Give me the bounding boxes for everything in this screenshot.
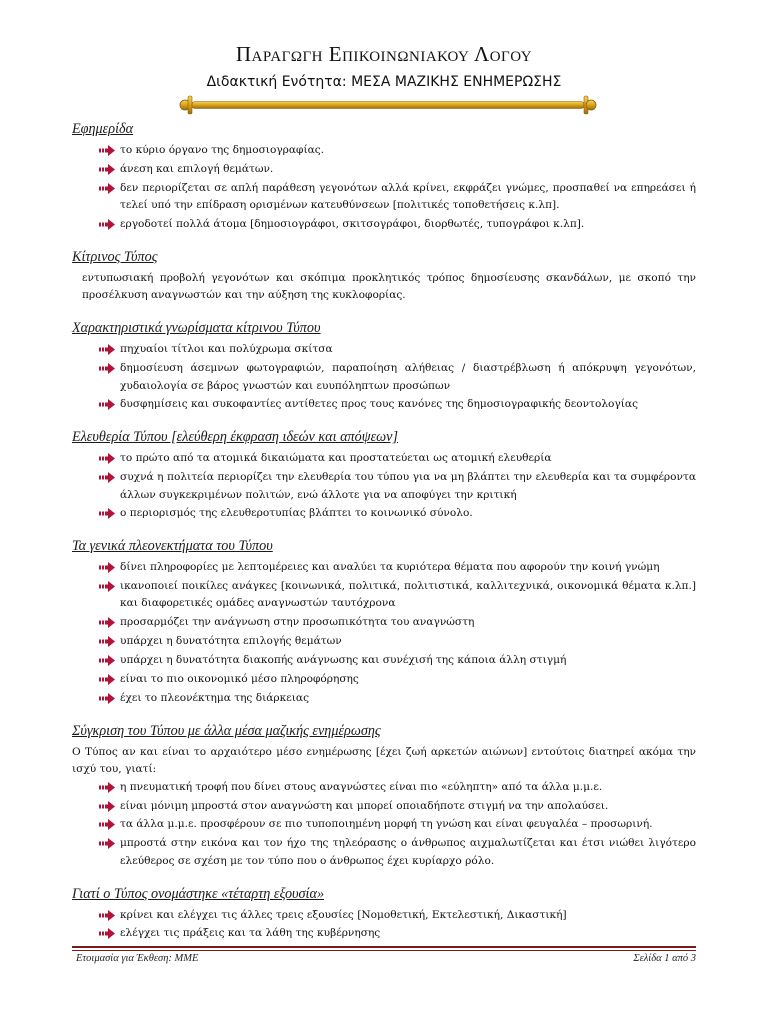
list-item-text: άνεση και επιλογή θεμάτων. — [120, 162, 274, 175]
list-item — [72, 469, 696, 504]
bullet-list — [72, 907, 696, 943]
arrow-right-icon — [99, 617, 115, 628]
arrow-right-icon — [99, 636, 115, 647]
list-item-text: η πνευματική τροφή που δίνει στους αναγνώστες είναι πιο «εύληπτη» από τα άλλα μ.μ.ε. — [120, 780, 603, 793]
list-item-text: μπροστά στην εικόνα και τον ήχο της τηλεόρασης ο άνθρωπος αιχμαλωτίζεται και έτσι νιώθει λιγότερο ελεύθερος σε σχέση με τον τύπο που ο άνθρωπος έχει κυρίαρχο ρόλο. — [120, 837, 696, 867]
arrow-right-icon — [99, 801, 115, 812]
list-item-text: υπάρχει η δυνατότητα επιλογής θεμάτων — [120, 635, 342, 648]
list-item — [72, 816, 696, 834]
list-item-text: είναι το πιο οικονομικό μέσο πληροφόρησης — [120, 673, 359, 686]
section-heading: Τα γενικά πλεονεκτήματα του Τύπου — [72, 537, 273, 554]
arrow-right-icon — [99, 363, 115, 374]
list-item — [72, 142, 696, 160]
list-item-text: συχνά η πολιτεία περιορίζει την ελευθερία του τύπου για να μη βλάπτει την ελευθερία και τα συμφέροντα άλλων συγκεκριμένων πολιτών, ενώ άλλοτε για να αποφύγει την κριτική — [120, 470, 696, 501]
list-item-text: δίνει πληροφορίες με λεπτομέρειες και αναλύει τα κυριότερα θέματα που αφορούν την κοινή γνώμη — [120, 560, 660, 573]
list-item — [72, 690, 696, 708]
list-item — [72, 798, 696, 816]
arrow-right-icon — [99, 819, 115, 830]
arrow-right-icon — [99, 838, 115, 849]
list-item — [72, 396, 696, 414]
section-heading: Εφημερίδα — [72, 121, 134, 137]
list-item — [72, 925, 696, 943]
section — [72, 248, 696, 305]
arrow-right-icon — [99, 562, 115, 573]
section — [72, 722, 696, 871]
list-item — [72, 180, 696, 215]
page-title: Παραγωγη Επικοινωνιακου Λογου — [235, 42, 533, 66]
arrow-right-icon — [99, 674, 115, 685]
list-item-text: ο περιορισμός της ελευθεροτυπίας βλάπτει το κοινωνικό σύνολο. — [120, 507, 473, 520]
section — [72, 319, 696, 414]
list-item — [72, 907, 696, 925]
list-item-text: υπάρχει η δυνατότητα διακοπής ανάγνωσης και συνέχισή της κάποια άλλη στιγμή — [120, 654, 567, 667]
bullet-list — [72, 341, 696, 414]
list-item — [72, 835, 696, 870]
list-item — [72, 671, 696, 689]
arrow-right-icon — [99, 399, 115, 410]
arrow-right-icon — [99, 472, 115, 483]
arrow-right-icon — [99, 782, 115, 793]
list-item-text: δυσφημίσεις και συκοφαντίες αντίθετες προς τους κανόνες της δημοσιογραφικής δεοντολογίας — [120, 398, 639, 411]
list-item — [72, 614, 696, 632]
page-number: Σελίδα 1 από 3 — [633, 953, 696, 964]
list-item — [72, 633, 696, 651]
bullet-list — [72, 559, 696, 708]
section — [72, 885, 696, 943]
arrow-right-icon — [99, 693, 115, 704]
list-item — [72, 341, 696, 359]
list-item — [72, 161, 696, 179]
arrow-right-icon — [99, 145, 115, 156]
list-item-text: ελέγχει τις πράξεις και τα λάθη της κυβέρνησης — [120, 927, 381, 940]
section-heading: Χαρακτηριστικά γνωρίσματα κίτρινου Τύπου — [72, 320, 321, 337]
list-item-text: προσαρμόζει την ανάγνωση στην προσωπικότητα του αναγνώστη — [120, 616, 475, 629]
section-heading: Ελευθερία Τύπου [ελεύθερη έκφραση ιδεών και απόψεων] — [72, 429, 399, 446]
arrow-right-icon — [99, 453, 115, 464]
section-paragraph: Ο Τύπος αν και είναι το αρχαιότερο μέσο ενημέρωσης [έχει ζωή αρκετών αιώνων] εντούτοις διατηρεί ακόμα την ισχύ του, γιατί: — [72, 745, 696, 776]
list-item — [72, 578, 696, 613]
footer-rule-thin — [72, 950, 696, 951]
arrow-right-icon — [99, 164, 115, 175]
list-item-text: έχει το πλεονέκτημα της διάρκειας — [120, 691, 310, 704]
list-item-text: δημοσίευση άσεμνων φωτογραφιών, παραποίηση αλήθειας / διαστρέβλωση ή απόκρυψη γεγονότων, χυδαιολογία σε βάρος γνωστών και ευυπόληπτων προσώπων — [120, 361, 696, 392]
page-subtitle: Διδακτική Ενότητα: ΜΕΣΑ ΜΑΖΙΚΗΣ ΕΝΗΜΕΡΩΣΗΣ — [206, 74, 562, 90]
list-item — [72, 559, 696, 577]
arrow-right-icon — [99, 928, 115, 939]
section — [72, 120, 696, 234]
arrow-right-icon — [99, 581, 115, 592]
list-item-text: δεν περιορίζεται σε απλή παράθεση γεγονότων αλλά κρίνει, εκφράζει γνώμες, προσπαθεί να επηρεάσει ή τελεί υπό την επίδραση ορισμένων κατευθύνσεων [πολιτικές τοποθετήσεις κ.λπ]. — [120, 181, 696, 212]
footer-rule — [72, 946, 696, 948]
list-item — [72, 216, 696, 234]
section-paragraph: εντυπωσιακή προβολή γεγονότων και σκόπιμα προκλητικός τρόπος δημοσίευσης σκανδάλων, με σκοπό την προσέλκυση αναγνωστών και την αύξηση της κυκλοφορίας. — [82, 271, 696, 302]
list-item-text: το πρώτο από τα ατομικά δικαιώματα και προστατεύεται ως ατομική ελευθερία — [120, 452, 552, 465]
arrow-right-icon — [99, 183, 115, 194]
list-item-text: κρίνει και ελέγχει τις άλλες τρεις εξουσίες [Νομοθετική, Εκτελεστική, Δικαστική] — [120, 908, 567, 921]
list-item — [72, 505, 696, 523]
list-item — [72, 360, 696, 395]
section-heading: Γιατί ο Τύπος ονομάστηκε «τέταρτη εξουσία» — [72, 885, 325, 902]
section — [72, 537, 696, 708]
ornament-divider-icon — [176, 92, 600, 118]
list-item-text: πηχυαίοι τίτλοι και πολύχρωμα σκίτσα — [120, 343, 333, 356]
section — [72, 428, 696, 523]
list-item-text: τα άλλα μ.μ.ε. προσφέρουν σε πιο τυποποιημένη μορφή τη γνώση και είναι φευγαλέα – προσωρινή. — [120, 818, 653, 831]
section-heading: Κίτρινος Τύπος — [72, 248, 158, 265]
arrow-right-icon — [99, 655, 115, 666]
list-item — [72, 652, 696, 670]
list-item — [72, 779, 696, 797]
list-item-text: το κύριο όργανο της δημοσιογραφίας. — [120, 144, 325, 156]
arrow-right-icon — [99, 910, 115, 921]
list-item-text: είναι μόνιμη μπροστά στον αναγνώστη και μπορεί οποιαδήποτε στιγμή να την απολαύσει. — [120, 799, 609, 812]
arrow-right-icon — [99, 219, 115, 230]
list-item-text: ικανοποιεί ποικίλες ανάγκες [κοινωνικά, πολιτικά, πολιτιστικά, καλλιτεχνικά, οικονομικά θέματα κ.λπ.] και διαφορετικές ομάδες αναγνωστών ταυτόχρονα — [120, 579, 696, 610]
arrow-right-icon — [99, 344, 115, 355]
bullet-list — [72, 142, 696, 234]
footer-left-text: Ετοιμασία για Έκθεση: ΜΜΕ — [76, 953, 199, 964]
bullet-list — [72, 779, 696, 871]
bullet-list — [72, 450, 696, 523]
list-item — [72, 450, 696, 468]
arrow-right-icon — [99, 508, 115, 519]
section-heading: Σύγκριση του Τύπου με άλλα μέσα μαζικής ενημέρωσης — [72, 722, 381, 739]
list-item-text: εργοδοτεί πολλά άτομα [δημοσιογράφοι, σκιτσογράφοι, διορθωτές, τυπογράφοι κ.λπ]. — [120, 218, 585, 231]
content-area — [72, 120, 696, 944]
